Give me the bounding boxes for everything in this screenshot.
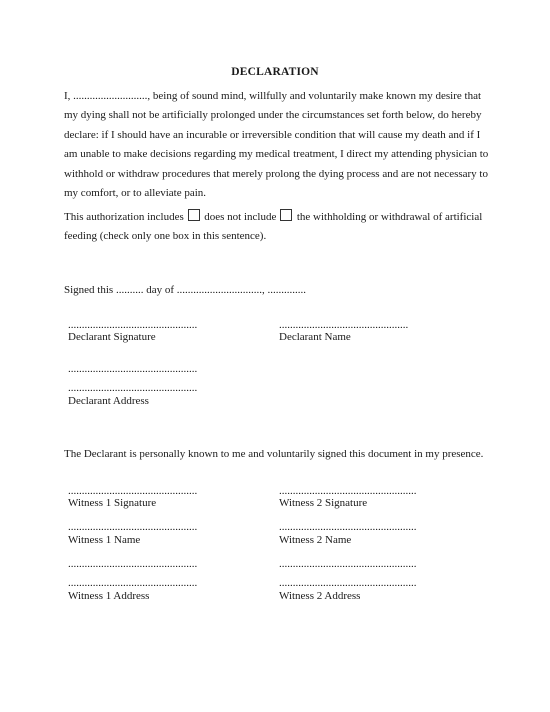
authorization-text-includes: This authorization includes (64, 211, 184, 223)
declaration-paragraph: I, ..........................., being of sound mind, willfully and voluntarily make known my desire that my dying shall not be artificially prolonged under the circumstances set forth below, do hereby declare: if I should have an incurable or irreversible condition that will cause my death and if I am unable to make decisions regarding my medical treatment, I direct my attending physician to withhold or withdraw procedures that merely prolong the dying process and are not necessary to my comfort, or to alleviate pain. (64, 90, 489, 200)
witness2-address-line-2[interactable]: .................................................. (279, 577, 417, 589)
witness2-signature-line[interactable]: .................................................. (279, 485, 417, 497)
declarant-signature-label: Declarant Signature (68, 331, 156, 343)
signed-date-line[interactable]: Signed this .......... day of ..............................., .............. (64, 284, 306, 296)
authorization-text-does-not-include: does not include (204, 211, 277, 223)
includes-checkbox[interactable] (188, 209, 200, 221)
declarant-address-label: Declarant Address (68, 395, 149, 407)
witness2-address-line-1[interactable]: .................................................. (279, 558, 417, 570)
declarant-name-label: Declarant Name (279, 331, 351, 343)
witness2-name-line[interactable]: .................................................. (279, 521, 417, 533)
document-title: DECLARATION (231, 66, 319, 78)
authorization-text-feeding: the withholding or withdrawal of artificial feeding (check only one box in this sentence). (64, 211, 483, 243)
witness-statement: The Declarant is personally known to me and voluntarily signed this document in my presence. (64, 448, 484, 460)
witness1-address-line-1[interactable]: ............................................... (68, 558, 198, 570)
declarant-address-line-2[interactable]: ............................................... (68, 382, 198, 394)
witness2-address-label: Witness 2 Address (279, 590, 361, 602)
declarant-address-line-1[interactable]: ............................................... (68, 363, 198, 375)
witness1-address-label: Witness 1 Address (68, 590, 150, 602)
witness1-name-label: Witness 1 Name (68, 534, 141, 546)
authorization-paragraph (64, 208, 494, 247)
witness1-signature-label: Witness 1 Signature (68, 497, 157, 509)
witness1-address-line-2[interactable]: ............................................... (68, 577, 198, 589)
declarant-name-line[interactable]: ............................................... (279, 319, 409, 331)
does-not-include-checkbox[interactable] (280, 209, 292, 221)
witness1-signature-line[interactable]: ............................................... (68, 485, 198, 497)
witness1-name-line[interactable]: ............................................... (68, 521, 198, 533)
witness2-name-label: Witness 2 Name (279, 534, 352, 546)
declarant-signature-line[interactable]: ............................................... (68, 319, 198, 331)
witness2-signature-label: Witness 2 Signature (279, 497, 368, 509)
